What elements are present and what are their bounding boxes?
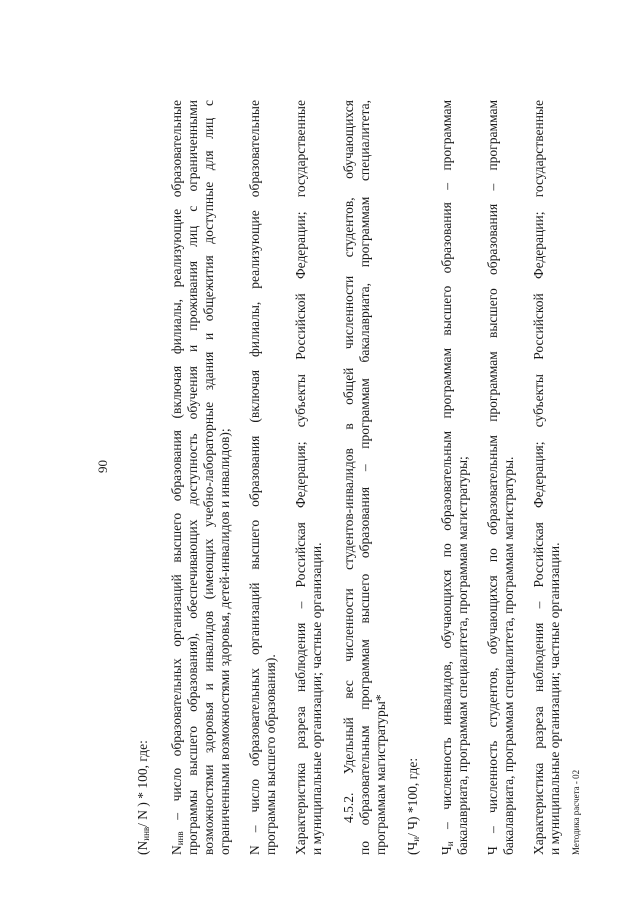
page-number: 90 [95, 460, 110, 473]
definition-ch-i-line-2: бакалавриата, программам специалитета, программам магистратуры; [455, 456, 470, 855]
characteristic-1-line-1: Характеристика разреза наблюдения – Российская Федерация; субъекты Российской Федерации; государственные [293, 100, 308, 855]
section-heading-line-3: программам магистратуры* [373, 694, 388, 855]
definition-n-line-1: N – число образовательных организаций высшего образования (включая филиалы, реализующие образовательные [247, 100, 262, 855]
definition-ch-line-2: бакалавриата, программам специалитета, программам магистратуры. [501, 456, 516, 855]
section-heading-line-1: 4.5.2. Удельный вес численности студентов-инвалидов в общей численности студентов, обучающихся [341, 100, 356, 823]
characteristic-2-line-2: и муниципальные организации; частные организации. [547, 542, 562, 855]
definition-ch-line-1: Ч – численность студентов, обучающихся по образовательным программам высшего образования – программам [485, 100, 500, 855]
definition-n-inv-line-3: возможностями здоровья и инвалидов (имеющих учебно-лабораторные здания и общежития доступные для лиц с [201, 100, 216, 855]
footer-methodology: Методика расчета - 02 [571, 769, 581, 855]
characteristic-1-line-2: и муниципальные организации; частные организации. [309, 542, 324, 855]
definition-n-line-2: программы высшего образования). [263, 654, 278, 855]
formula-1: ($N_{инв}/$ N ) * 100, где: [135, 740, 151, 855]
rotated-text-block [95, 55, 581, 855]
definition-n-inv-line-4: ограниченными возможностями здоровья, детей-инвалидов и инвалидов); [217, 428, 232, 855]
definition-n-inv-line-1: $N_{инв}$ – число образовательных организаций высшего образования (включая филиалы, реализующие образовательные [169, 100, 185, 855]
section-heading-line-2: по образовательным программам высшего образования – программам бакалавриата, программам специалитета, [357, 100, 372, 855]
definition-n-inv-line-2: программы высшего образования), обеспечивающих доступность обучения и проживания лиц с ограниченными [185, 100, 200, 855]
characteristic-2-line-1: Характеристика разреза наблюдения – Российская Федерация; субъекты Российской Федерации; государственные [531, 100, 546, 855]
formula-2: ($Ч_и/$ Ч) *100, где: [405, 757, 421, 855]
definition-ch-i-line-1: $Ч_и$ – численность инвалидов, обучающихся по образовательным программам высшего образования – программам [439, 100, 455, 855]
